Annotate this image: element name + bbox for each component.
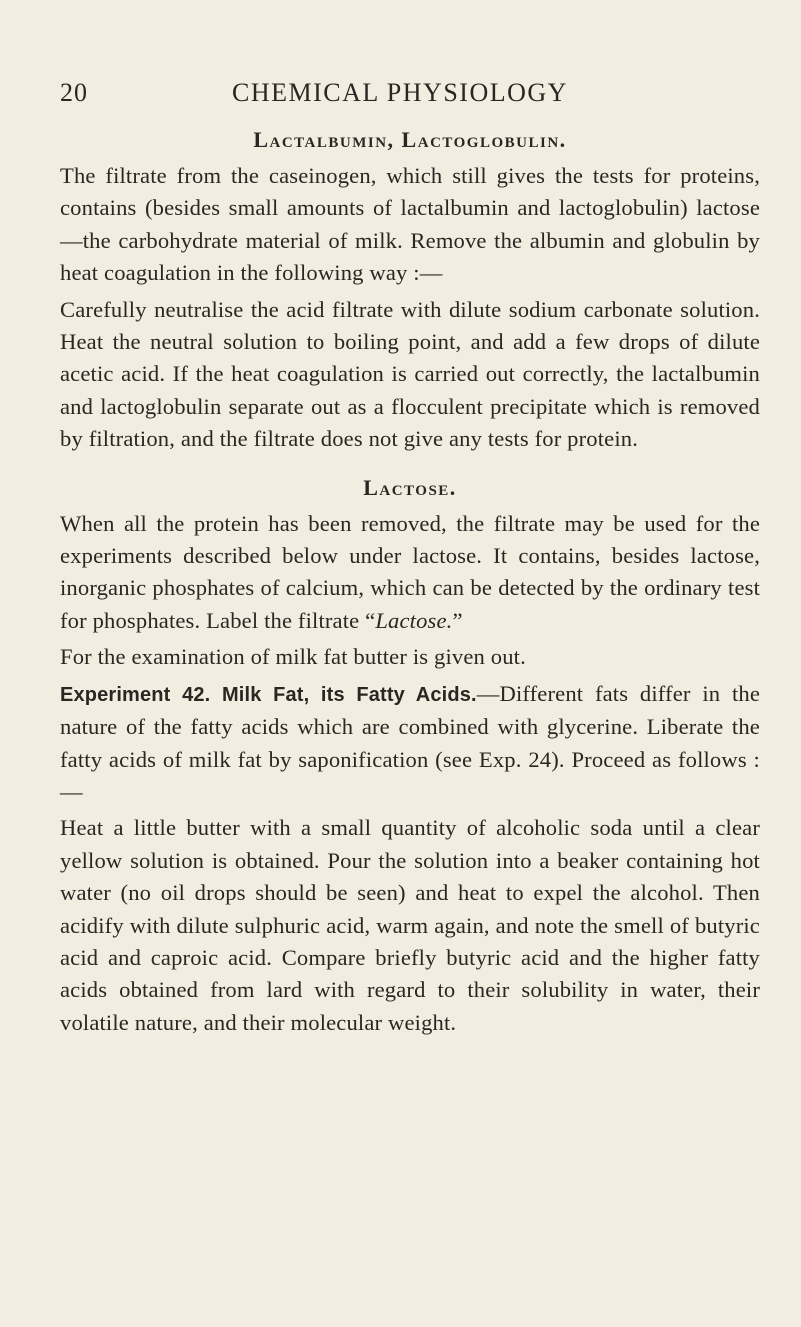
section-heading-lactalbumin: Lactalbumin, Lactoglobulin. (253, 127, 567, 152)
label-quote-close: ” (452, 607, 463, 633)
label-quote-open: “ (359, 607, 376, 633)
paragraph-experiment-intro (60, 678, 760, 809)
label-name: Lactose. (375, 607, 453, 633)
paragraph-lactose-text: When all the protein has been removed, the filtrate may be used for the experiments described below under lactose. It contains, besides lactose, inorganic phosphates of calcium, which can be detected by the ordinary test for phosphates. Label the filtrate (60, 510, 760, 633)
paragraph-lactalbumin-intro: The filtrate from the caseinogen, which still gives the tests for proteins, contains (besides small amounts of lactalbumin and lactoglobulin) lactose—the carbohydrate material of milk. Remove the albumin and globulin by heat coagulation in the following way :— (60, 163, 760, 286)
page-number: 20 (60, 78, 88, 107)
paragraph-lactalbumin-procedure: Carefully neutralise the acid filtrate with dilute sodium carbonate solution. Heat the neutral solution to boiling point, and add a few drops of dilute acetic acid. If the heat coagulation is carried out correctly, the lactalbumin and lactoglobulin separate out as a flocculent precipitate which is removed by filtration, and the filtrate does not give any tests for protein. (60, 296, 760, 452)
paragraph-experiment-procedure: Heat a little butter with a small quantity of alcoholic soda until a clear yellow solution is obtained. Pour the solution into a beaker containing hot water (no oil drops should be seen) and heat to expel the alcohol. Then acidify with dilute sulphuric acid, warm again, and note the smell of butyric acid and caproic acid. Compare briefly butyric acid and the higher fatty acids obtained from lard with regard to their solubility in water, their volatile nature, and their molecular weight. (60, 815, 760, 1035)
experiment-intro-text: —Different fats differ in the nature of the fatty acids which are combined with glycerine. Liberate the fatty acids of milk fat by saponification (see Exp. 24). Proceed as follows :— (60, 680, 760, 804)
experiment-title: Experiment 42. Milk Fat, its Fatty Acids. (60, 683, 477, 706)
paragraph-lactose (60, 508, 760, 638)
section-heading-lactose: Lactose. (363, 474, 457, 500)
page-body (60, 124, 760, 1039)
running-title: CHEMICAL PHYSIOLOGY (232, 78, 568, 107)
paragraph-butter-note: For the examination of milk fat butter is given out. (60, 644, 526, 670)
page-header (60, 78, 760, 118)
